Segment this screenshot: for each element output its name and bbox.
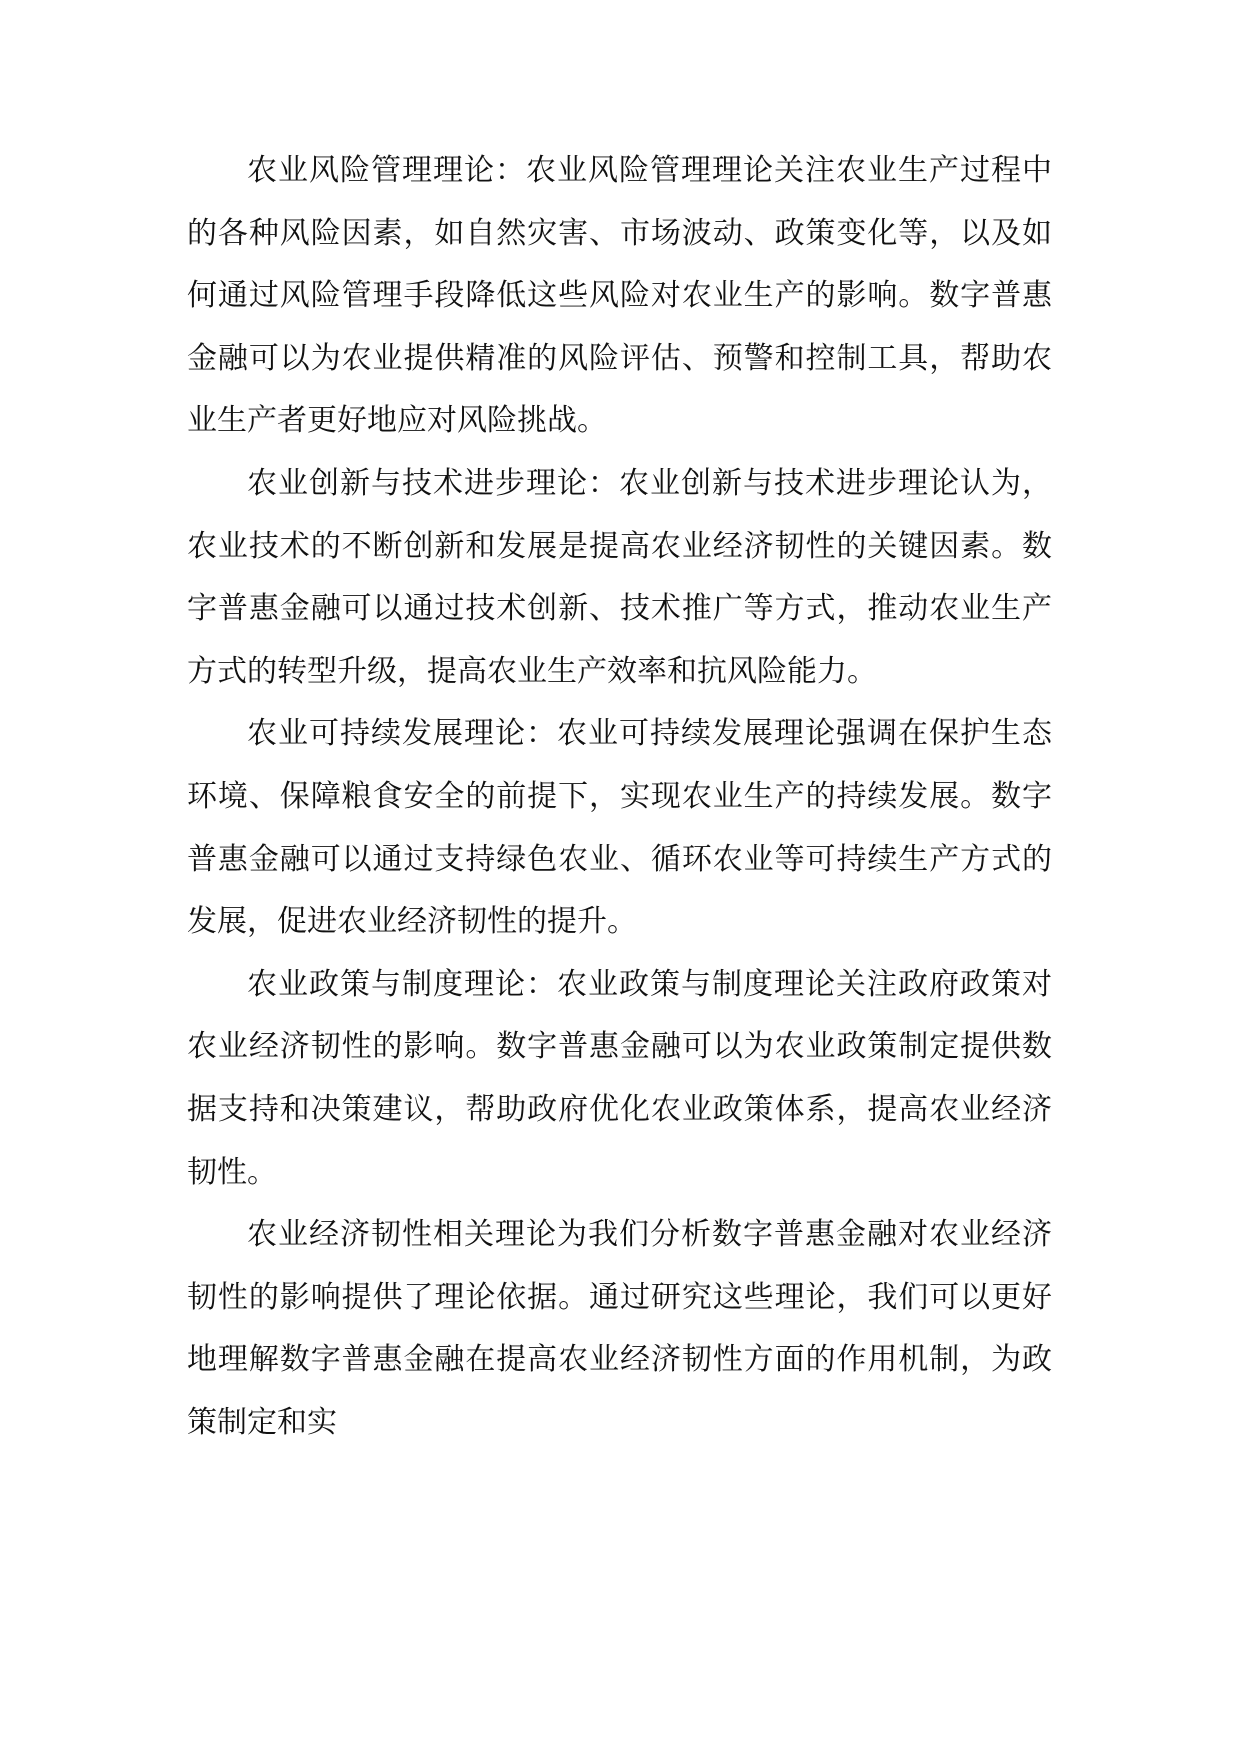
body-text	[187, 140, 1052, 1454]
paragraph-risk-management: 农业风险管理理论：农业风险管理理论关注农业生产过程中的各种风险因素，如自然灾害、市场波动、政策变化等，以及如何通过风险管理手段降低这些风险对农业生产的影响。数字普惠金融可以为农业提供精准的风险评估、预警和控制工具，帮助农业生产者更好地应对风险挑战。	[187, 153, 1052, 439]
paragraph-policy-institution: 农业政策与制度理论：农业政策与制度理论关注政府政策对农业经济韧性的影响。数字普惠金融可以为农业政策制定提供数据支持和决策建议，帮助政府优化农业政策体系，提高农业经济韧性。	[187, 966, 1052, 1190]
paragraph-sustainable-development: 农业可持续发展理论：农业可持续发展理论强调在保护生态环境、保障粮食安全的前提下，实现农业生产的持续发展。数字普惠金融可以通过支持绿色农业、循环农业等可持续生产方式的发展，促进农业经济韧性的提升。	[187, 716, 1052, 940]
paragraph-summary: 农业经济韧性相关理论为我们分析数字普惠金融对农业经济韧性的影响提供了理论依据。通过研究这些理论，我们可以更好地理解数字普惠金融在提高农业经济韧性方面的作用机制，为政策制定和实	[187, 1217, 1052, 1440]
paragraph-innovation-technology: 农业创新与技术进步理论：农业创新与技术进步理论认为，农业技术的不断创新和发展是提高农业经济韧性的关键因素。数字普惠金融可以通过技术创新、技术推广等方式，推动农业生产方式的转型升级，提高农业生产效率和抗风险能力。	[187, 465, 1052, 689]
